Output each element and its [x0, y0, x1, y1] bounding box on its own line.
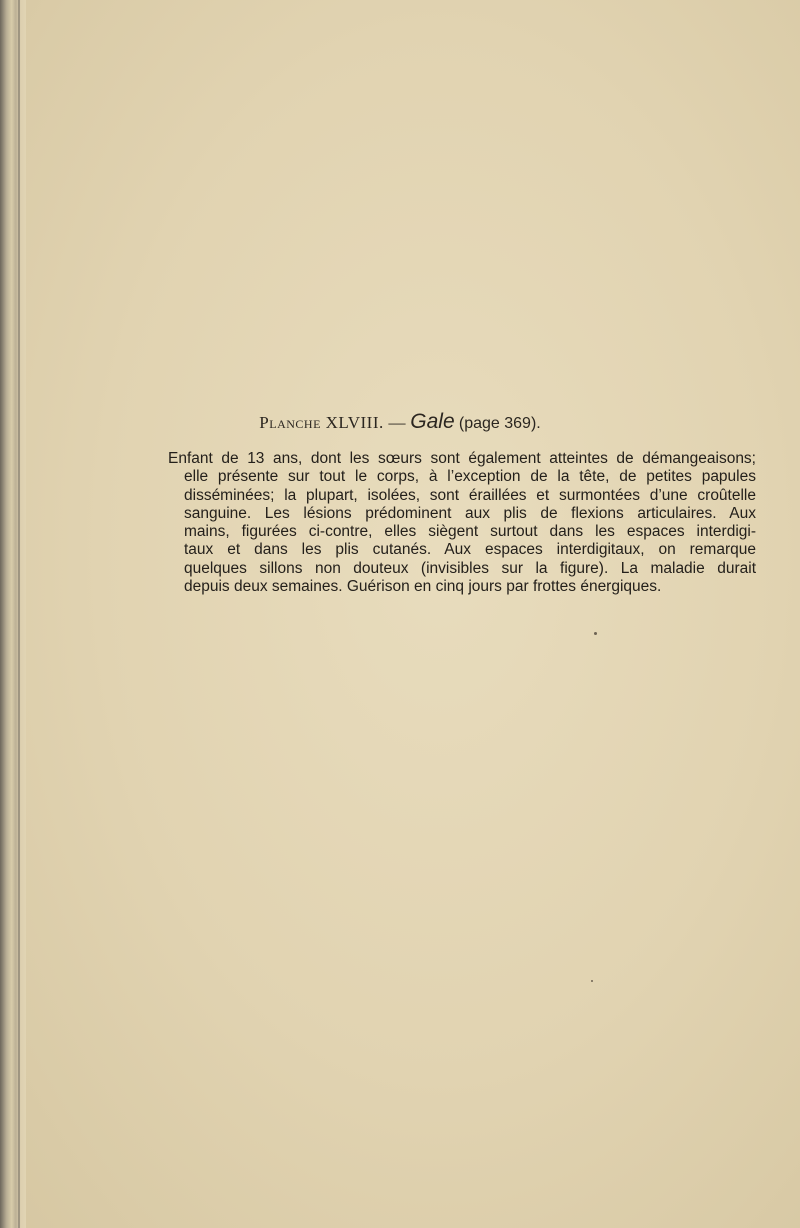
book-binding	[0, 0, 26, 1228]
text-line: mains, figurées ci-contre, elles siègent surtout dans les espaces interdigi-	[184, 523, 756, 541]
text-line: disséminées; la plupart, isolées, sont éraillées et surmontées d’une croûtelle	[184, 486, 756, 504]
page-reference: (page 369).	[458, 415, 541, 432]
case-description	[168, 450, 756, 596]
paper-speck	[591, 980, 593, 982]
text-line: Enfant de 13 ans, dont les sœurs sont également atteintes de démangeaisons;	[168, 450, 756, 467]
page-edge	[18, 0, 20, 1228]
plate-title: Gale	[410, 410, 455, 433]
text-line: sanguine. Les lésions prédominent aux plis de flexions articulaires. Aux	[184, 504, 756, 522]
text-line: elle présente sur tout le corps, à l’exception de la tête, de petites papules	[184, 468, 756, 486]
text-line: quelques sillons non douteux (invisibles sur la figure). La maladie durait	[184, 559, 756, 577]
text-line: taux et dans les plis cutanés. Aux espaces interdigitaux, on remarque	[184, 541, 756, 559]
plate-heading	[0, 410, 800, 434]
paper-speck	[594, 632, 597, 635]
plate-number: Planche XLVIII. —	[259, 413, 407, 432]
text-line: depuis deux semaines. Guérison en cinq jours par frottes énergiques.	[184, 578, 662, 596]
